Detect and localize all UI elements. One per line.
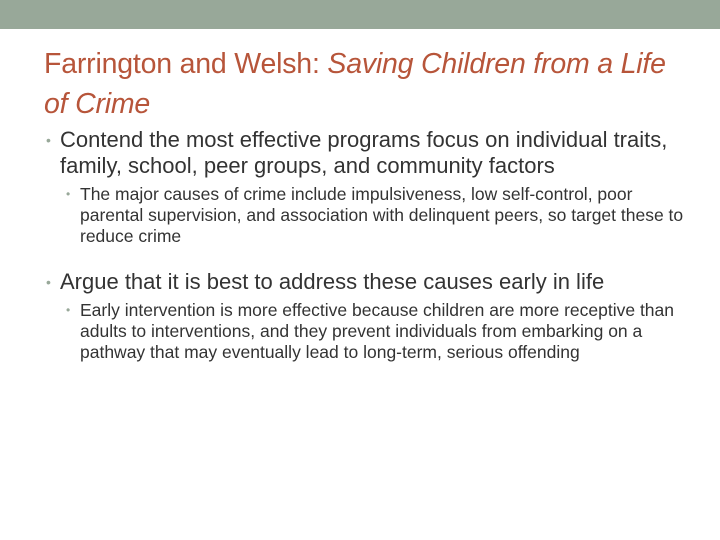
bullet-1: [46, 127, 686, 179]
slide-title: [44, 44, 684, 124]
bullet-dot-icon: •: [46, 274, 51, 290]
bullet-2-sub-1-text: Early intervention is more effective because children are more receptive than adults to interventions, and they prevent individuals from embarking on a pathway that may eventually lead to long-term, serious offending: [80, 300, 675, 362]
bullet-dot-icon: •: [46, 132, 51, 148]
title-italic: Saving Children from a Life of Crime: [44, 48, 666, 120]
bullet-1-text: Contend the most effective programs focus on individual traits, family, school, peer groups, and community factors: [60, 127, 668, 178]
slide-body: [46, 127, 686, 363]
bullet-1-sub-1: [66, 184, 686, 247]
bullet-dot-icon: •: [66, 187, 71, 201]
bullet-2-text: Argue that it is best to address these causes early in life: [60, 269, 605, 294]
title-plain: Farrington and Welsh:: [44, 48, 328, 80]
bullet-2: [46, 269, 686, 295]
bullet-1-sub-1-text: The major causes of crime include impulsiveness, low self-control, poor parental supervision, and association with delinquent peers, so target these to reduce crime: [80, 184, 684, 246]
bullet-2-sub-1: [66, 300, 686, 363]
top-accent-bar: [0, 0, 720, 29]
bullet-dot-icon: •: [66, 303, 71, 317]
